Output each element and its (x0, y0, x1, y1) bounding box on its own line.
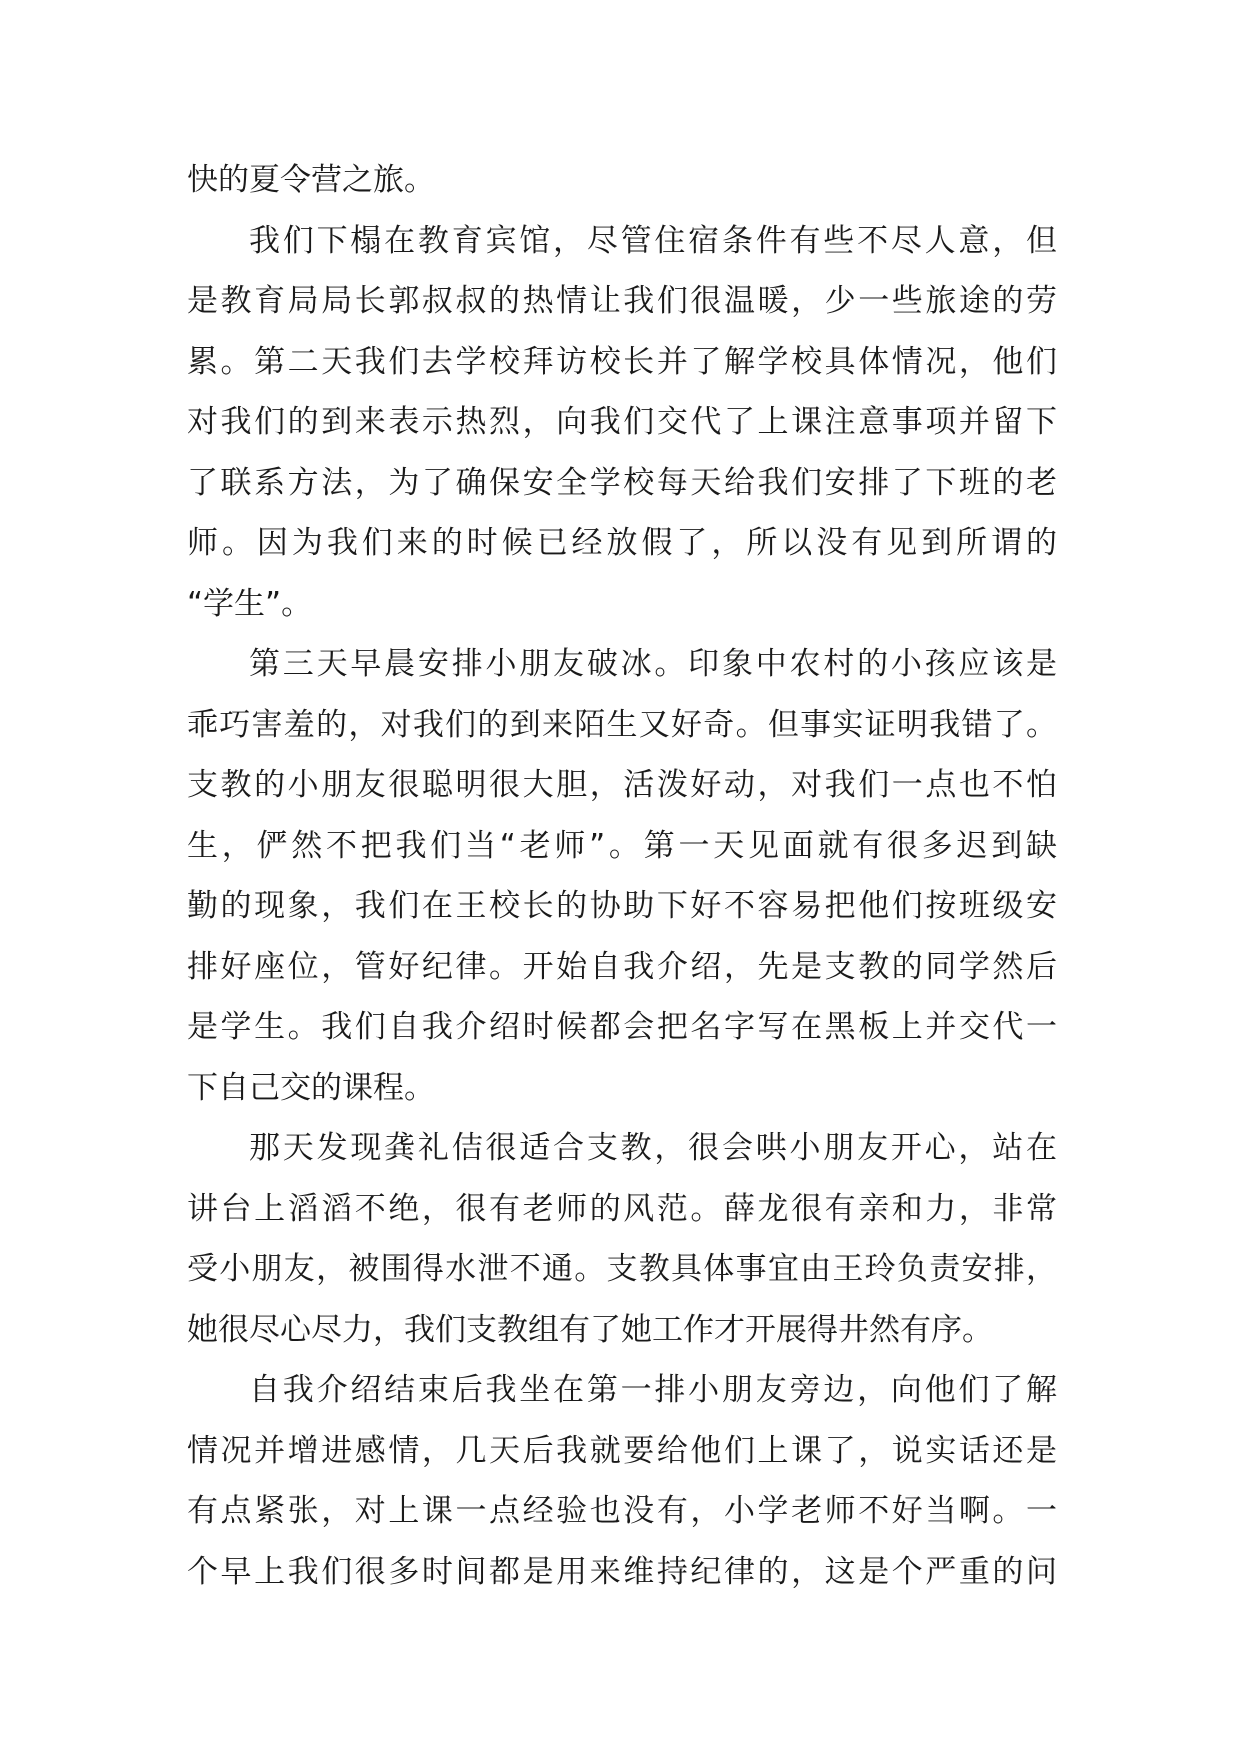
text-line: 自我介绍结束后我坐在第一排小朋友旁边，向他们了解 (249, 1372, 1057, 1408)
text-line: 了联系方法，为了确保安全学校每天给我们安排了下班的老 (187, 464, 1057, 501)
text-line: 讲台上滔滔不绝，很有老师的风范。薛龙很有亲和力，非常 (187, 1190, 1057, 1227)
text-line: 下自己交的课程。 (187, 1069, 435, 1106)
text-line: 乖巧害羞的，对我们的到来陌生又好奇。但事实证明我错了。 (187, 706, 1057, 743)
text-line: 师。因为我们来的时候已经放假了，所以没有见到所谓的 (187, 525, 1057, 561)
text-line: 是学生。我们自我介绍时候都会把名字写在黑板上并交代一 (187, 1009, 1057, 1045)
body-text (187, 150, 1057, 1602)
text-line: 支教的小朋友很聪明很大胆，活泼好动，对我们一点也不怕 (187, 767, 1057, 803)
text-line: 生，俨然不把我们当“老师”。第一天见面就有很多迟到缺 (187, 827, 1057, 864)
text-line: 个早上我们很多时间都是用来维持纪律的，这是个严重的问 (187, 1553, 1057, 1590)
paragraph (187, 1360, 1057, 1602)
text-line: 第三天早晨安排小朋友破冰。印象中农村的小孩应该是 (249, 646, 1057, 682)
paragraph (187, 634, 1057, 1118)
text-line: 对我们的到来表示热烈，向我们交代了上课注意事项并留下 (187, 404, 1057, 440)
text-line: 排好座位，管好纪律。开始自我介绍，先是支教的同学然后 (187, 948, 1057, 985)
text-line: 勤的现象，我们在王校长的协助下好不容易把他们按班级安 (187, 888, 1057, 924)
text-line: 是教育局局长郭叔叔的热情让我们很温暖，少一些旅途的劳 (187, 283, 1057, 319)
text-line: 我们下榻在教育宾馆，尽管住宿条件有些不尽人意，但 (249, 222, 1057, 259)
text-line: 她很尽心尽力，我们支教组有了她工作才开展得井然有序。 (187, 1311, 993, 1348)
text-line: 情况并增进感情，几天后我就要给他们上课了，说实话还是 (187, 1432, 1057, 1469)
paragraph (187, 150, 1057, 211)
text-line: 累。第二天我们去学校拜访校长并了解学校具体情况，他们 (187, 343, 1057, 380)
text-line: 那天发现龚礼佶很适合支教，很会哄小朋友开心，站在 (249, 1130, 1057, 1166)
text-line: “学生”。 (187, 585, 313, 622)
text-line: 受小朋友，被围得水泄不通。支教具体事宜由王玲负责安排， (187, 1251, 1057, 1287)
text-line: 快的夏令营之旅。 (187, 162, 435, 198)
text-line: 有点紧张，对上课一点经验也没有，小学老师不好当啊。一 (187, 1493, 1057, 1529)
paragraph (187, 1118, 1057, 1360)
paragraph (187, 211, 1057, 635)
